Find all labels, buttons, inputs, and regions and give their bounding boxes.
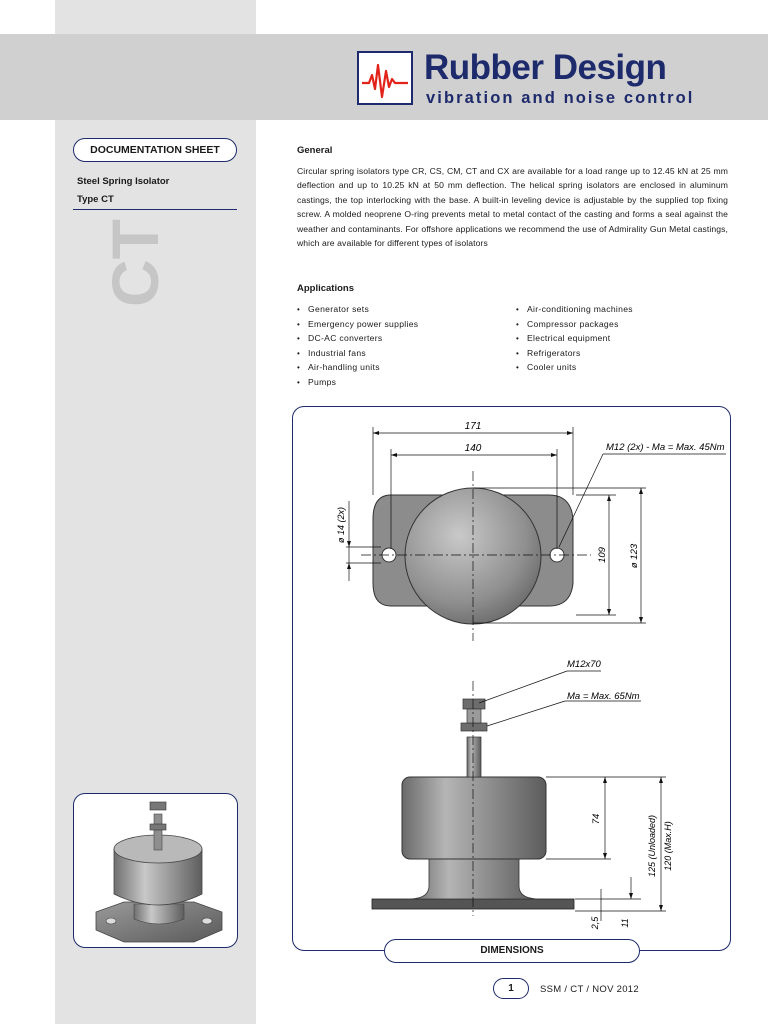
list-item: • Emergency power supplies (297, 317, 418, 332)
general-description: Circular spring isolators type CR, CS, CM, CT and CX are available for a load range up to 12.45 kN at 25 mm deflection and up to 10.25 kN at 50 mm deflection. The helical spring isolators are enclosed in aluminum castings, the top interlocking with the base. A built-in leveling device is adjustable by the supplied top fixing screw. A molded neoprene O-ring prevents metal to metal contact of the casting and forms a seal against the weather and contaminants. For offshore applications we recommend the use of Admirality Gun Metal castings, which are available for different types of isolators (297, 166, 728, 249)
general-heading: General (297, 145, 333, 156)
bullet-icon: • (516, 363, 520, 372)
list-item: • Refrigerators (516, 346, 633, 361)
waveform-logo-icon (357, 51, 413, 105)
dimensions-label: DIMENSIONS (384, 939, 640, 963)
documentation-sheet-label: DOCUMENTATION SHEET (73, 138, 237, 162)
document-reference: SSM / CT / NOV 2012 (540, 984, 639, 995)
bullet-icon: • (297, 377, 301, 387)
list-item: • Pumps (297, 375, 418, 390)
dimension-171-label: 171 (464, 421, 482, 432)
dimension-125-label: 125 (Unloaded) (647, 814, 657, 878)
dimension-120-label: 120 (Max.H) (663, 821, 673, 871)
product-name: Steel Spring Isolator (77, 176, 170, 187)
dimension-123-label: ø 123 (629, 543, 640, 569)
product-type: Type CT (77, 194, 114, 205)
dimension-11-label: 11 (620, 918, 630, 928)
bullet-icon: • (297, 334, 301, 343)
bullet-icon: • (516, 348, 520, 358)
brand-tagline: vibration and noise control (426, 89, 695, 107)
applications-list-right (516, 302, 633, 375)
bullet-icon: • (297, 348, 301, 358)
bolt-torque-note: Ma = Max. 65Nm (567, 691, 640, 702)
type-watermark-letters: CT (98, 219, 172, 307)
list-item: • Cooler units (516, 360, 633, 375)
list-item: • Electrical equipment (516, 331, 633, 346)
hole-diameter-label: ø 14 (2x) (336, 506, 346, 544)
list-item: • Industrial fans (297, 346, 418, 361)
bullet-icon: • (297, 319, 301, 329)
page-number: 1 (493, 978, 529, 999)
applications-list-left (297, 302, 418, 389)
list-item: • Compressor packages (516, 317, 633, 332)
bullet-icon: • (516, 334, 520, 343)
dimension-2-5-label: 2,5 (590, 916, 600, 930)
applications-heading: Applications (297, 283, 355, 294)
sidebar-divider (73, 209, 237, 210)
list-item: • Air-conditioning machines (516, 302, 633, 317)
screw-torque-note: M12 (2x) - Ma = Max. 45Nm (606, 442, 725, 453)
product-photo (73, 793, 238, 948)
bullet-icon: • (516, 305, 520, 314)
dimension-drawing (292, 406, 731, 951)
dimension-140-label: 140 (464, 443, 482, 454)
brand-name: Rubber Design (424, 48, 667, 87)
list-item: • Generator sets (297, 302, 418, 317)
bullet-icon: • (516, 319, 520, 329)
bullet-icon: • (297, 305, 301, 314)
dimension-109-label: 109 (597, 547, 608, 563)
bullet-icon: • (297, 363, 301, 372)
list-item: • DC-AC converters (297, 331, 418, 346)
dimension-74-label: 74 (591, 813, 602, 825)
list-item: • Air-handling units (297, 360, 418, 375)
bolt-size-note: M12x70 (567, 659, 601, 670)
